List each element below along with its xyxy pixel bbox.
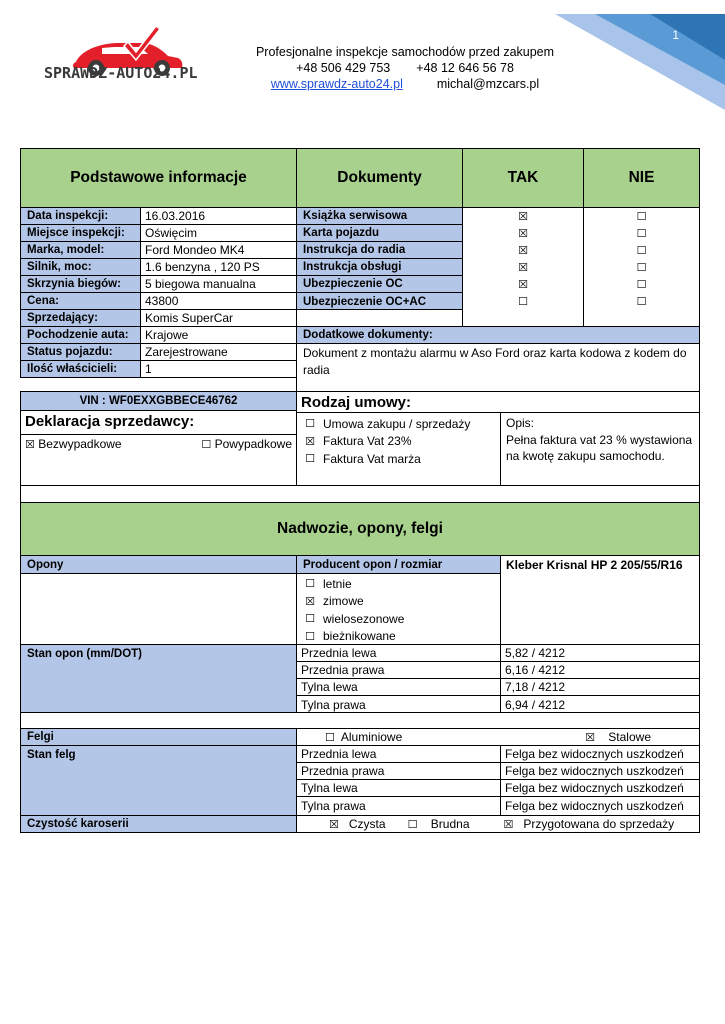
yes-checkbox[interactable]: ☒ xyxy=(518,244,528,257)
tire-type-label: zimowe xyxy=(323,594,364,609)
declaration-title: Deklaracja sprzedawcy: xyxy=(21,411,296,435)
tread-position: Tylna prawa xyxy=(301,697,366,712)
tread-label: Stan opon (mm/DOT) xyxy=(27,647,142,660)
contract-label: Faktura Vat marża xyxy=(323,451,421,466)
doc-label: Karta pojazdu xyxy=(297,225,462,242)
spacer-row xyxy=(20,485,700,503)
info-value: 1 xyxy=(145,362,152,376)
cleanliness-options xyxy=(296,815,700,833)
tread-position: Tylna lewa xyxy=(297,679,500,696)
yes-checkbox[interactable]: ☒ xyxy=(518,227,528,240)
document-labels xyxy=(296,207,463,310)
tire-type-checkbox[interactable]: ☐ xyxy=(305,577,315,591)
tire-type-checkbox[interactable]: ☒ xyxy=(305,594,315,608)
contract-option[interactable] xyxy=(297,450,500,468)
tire-type-option[interactable] xyxy=(297,575,500,593)
rim-states xyxy=(500,745,700,816)
doc-label: Instrukcja do radia xyxy=(297,242,462,259)
yes-checkbox[interactable]: ☒ xyxy=(518,210,528,223)
rim-positions xyxy=(296,745,501,816)
rim-state-label-cell xyxy=(20,745,297,816)
accident-free-label: Bezwypadkowe xyxy=(38,437,122,451)
info-label: Data inspekcji: xyxy=(21,208,140,225)
rim-alu-option[interactable] xyxy=(325,730,402,744)
tread-value: 6,16 / 4212 xyxy=(501,662,699,679)
rim-position: Tylna lewa xyxy=(297,780,500,797)
description-text: Pełna faktura vat 23 % wystawiona na kwotę zakupu samochodu. xyxy=(506,432,693,463)
clean-label: Przygotowana do sprzedaży xyxy=(523,817,675,831)
rim-alu-label: Aluminiowe xyxy=(340,730,403,744)
tire-type-label: letnie xyxy=(323,576,352,591)
no-checkbox[interactable]: ☐ xyxy=(636,295,647,308)
no-checkbox[interactable]: ☐ xyxy=(636,244,647,257)
yes-column xyxy=(462,207,584,327)
tire-types xyxy=(296,573,501,645)
yes-header: TAK xyxy=(462,148,584,208)
rim-type-options xyxy=(296,728,700,746)
rim-position: Przednia prawa xyxy=(297,763,500,780)
doc-label: Ubezpieczenie OC xyxy=(297,276,462,293)
info-label: Miejsce inspekcji: xyxy=(21,225,140,242)
tire-type-checkbox[interactable]: ☐ xyxy=(305,629,315,643)
email: michal@mzcars.pl xyxy=(436,77,540,91)
rim-steel-checkbox[interactable]: ☒ xyxy=(585,731,595,744)
info-label: Skrzynia biegów: xyxy=(21,276,140,293)
contract-checkbox[interactable]: ☐ xyxy=(305,452,315,466)
info-value: Zarejestrowane xyxy=(141,344,296,361)
tires-label: Opony xyxy=(20,555,297,574)
phone-1: +48 506 429 753 xyxy=(296,61,391,75)
clean-option[interactable] xyxy=(408,817,470,831)
extra-docs-label: Dodatkowe dokumenty: xyxy=(296,326,700,344)
rims-label: Felgi xyxy=(20,728,297,746)
info-label: Cena: xyxy=(21,293,140,310)
producer-value: Kleber Krisnal HP 2 205/55/R16 xyxy=(500,555,700,645)
contract-label: Faktura Vat 23% xyxy=(323,434,412,449)
yes-checkbox[interactable]: ☐ xyxy=(518,295,528,308)
no-checkbox[interactable]: ☐ xyxy=(636,261,647,274)
tire-type-option[interactable] xyxy=(297,610,500,628)
tread-label-cell xyxy=(20,644,297,713)
cleanliness-label: Czystość karoserii xyxy=(20,815,297,833)
info-label: Sprzedający: xyxy=(21,310,140,327)
tire-type-option[interactable] xyxy=(297,628,500,646)
info-value: 16.03.2016 xyxy=(141,208,296,225)
contract-checkbox[interactable]: ☐ xyxy=(305,417,315,431)
tread-positions xyxy=(296,644,501,713)
tread-position: Przednia lewa xyxy=(297,645,500,662)
info-value: 1.6 benzyna , 120 PS xyxy=(141,259,296,276)
contract-title: Rodzaj umowy: xyxy=(296,391,700,413)
tire-type-label: wielosezonowe xyxy=(323,611,405,626)
tread-value: 5,82 / 4212 xyxy=(501,645,699,662)
doc-empty-cell xyxy=(296,309,463,327)
rim-position: Tylna prawa xyxy=(301,798,366,813)
no-checkbox[interactable]: ☐ xyxy=(636,278,647,291)
info-values xyxy=(140,207,297,378)
clean-option[interactable] xyxy=(329,817,386,831)
accident-free-option[interactable] xyxy=(25,437,122,451)
clean-checkbox[interactable]: ☐ xyxy=(407,818,418,831)
tire-type-checkbox[interactable]: ☐ xyxy=(305,612,315,626)
website-link[interactable]: www.sprawdz-auto24.pl xyxy=(270,77,403,91)
no-checkbox[interactable]: ☐ xyxy=(636,210,647,223)
rim-alu-checkbox[interactable]: ☐ xyxy=(325,731,335,744)
documents-header: Dokumenty xyxy=(296,148,463,208)
yes-checkbox[interactable]: ☒ xyxy=(518,261,528,274)
rim-state-value: Felga bez widocznych uszkodzeń xyxy=(501,763,699,780)
clean-label: Brudna xyxy=(430,817,470,831)
no-checkbox[interactable]: ☐ xyxy=(636,227,647,240)
rim-steel-option[interactable] xyxy=(585,730,651,744)
page-number: 1 xyxy=(672,28,679,42)
tires-empty-cell xyxy=(20,573,297,645)
info-value: Komis SuperCar xyxy=(141,310,296,327)
body-tires-rims-header: Nadwozie, opony, felgi xyxy=(20,502,700,556)
info-value: 43800 xyxy=(141,293,296,310)
info-label: Status pojazdu: xyxy=(21,344,140,361)
clean-checkbox[interactable]: ☒ xyxy=(503,818,514,831)
spacer-row xyxy=(20,712,700,729)
rim-steel-label: Stalowe xyxy=(608,730,651,744)
tagline: Profesjonalne inspekcje samochodów przed zakupem xyxy=(255,45,555,59)
contract-description xyxy=(500,412,700,486)
clean-checkbox[interactable]: ☒ xyxy=(329,818,339,831)
doc-label: Ubezpieczenie OC+AC xyxy=(303,295,427,308)
post-accident-option[interactable] xyxy=(201,437,292,451)
declaration-cell xyxy=(20,410,297,486)
clean-label: Czysta xyxy=(348,817,386,831)
tread-values xyxy=(500,644,700,713)
no-header: NIE xyxy=(583,148,700,208)
producer-label: Producent opon / rozmiar xyxy=(296,555,501,574)
tread-value: 7,18 / 4212 xyxy=(501,679,699,696)
tread-position: Przednia prawa xyxy=(297,662,500,679)
info-label: Pochodzenie auta: xyxy=(21,327,140,344)
rim-state-value: Felga bez widocznych uszkodzeń xyxy=(501,780,699,797)
info-value: Ford Mondeo MK4 xyxy=(141,242,296,259)
phone-2: +48 12 646 56 78 xyxy=(416,61,514,75)
rim-state-value: Felga bez widocznych uszkodzeń xyxy=(501,746,699,763)
tread-value: 6,94 / 4212 xyxy=(505,697,566,712)
rim-state-value: Felga bez widocznych uszkodzeń xyxy=(505,798,684,813)
info-value: Krajowe xyxy=(141,327,296,344)
description-label: Opis: xyxy=(506,416,535,430)
info-value: 5 biegowa manualna xyxy=(141,276,296,293)
contract-option[interactable] xyxy=(297,415,500,433)
doc-label: Książka serwisowa xyxy=(297,208,462,225)
contract-options xyxy=(296,412,501,486)
post-accident-label: Powypadkowe xyxy=(214,437,292,451)
tire-type-option[interactable] xyxy=(297,593,500,611)
logo-text: SPRAWDZ-AUTO24.PL xyxy=(44,64,198,82)
yes-checkbox[interactable]: ☒ xyxy=(518,278,528,291)
corner-decoration xyxy=(555,0,725,110)
extra-docs-text: Dokument z montażu alarmu w Aso Ford oraz karta kodowa z kodem do radia xyxy=(296,343,700,392)
info-labels xyxy=(20,207,141,378)
contract-option[interactable] xyxy=(297,433,500,451)
contract-checkbox[interactable]: ☒ xyxy=(305,434,315,448)
info-label: Silnik, moc: xyxy=(21,259,140,276)
post-accident-checkbox[interactable]: ☐ xyxy=(201,438,212,451)
vin: VIN : WF0EXXGBBECE46762 xyxy=(20,391,297,411)
tire-type-label: bieżnikowane xyxy=(323,629,396,644)
contact-block xyxy=(240,44,570,92)
contract-label: Umowa zakupu / sprzedaży xyxy=(323,416,471,431)
rim-state-label: Stan felg xyxy=(27,748,76,761)
info-label: Marka, model: xyxy=(21,242,140,259)
accident-free-checkbox[interactable]: ☒ xyxy=(25,438,35,451)
info-label: Ilość właścicieli: xyxy=(27,363,118,375)
rim-position: Przednia lewa xyxy=(297,746,500,763)
doc-label: Instrukcja obsługi xyxy=(297,259,462,276)
info-value: Oświęcim xyxy=(141,225,296,242)
no-column xyxy=(583,207,700,327)
clean-option[interactable] xyxy=(504,817,675,831)
basic-info-header: Podstawowe informacje xyxy=(20,148,297,208)
